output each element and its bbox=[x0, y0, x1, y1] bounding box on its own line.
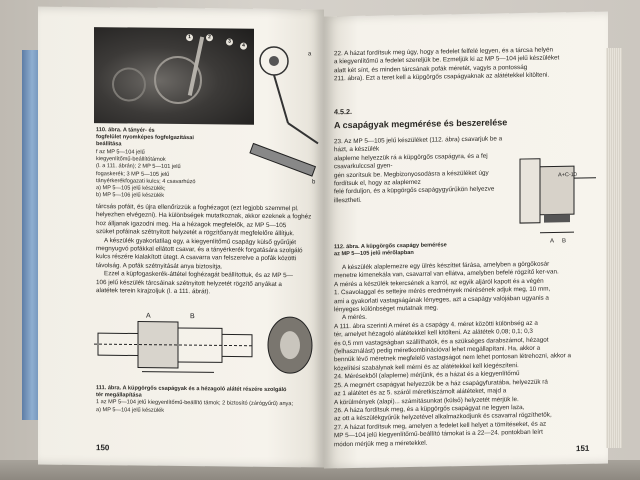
fig112-formula: A+C-10 bbox=[558, 172, 577, 179]
body-line: hoz álljanak igazodni meg. Ha a hézagok megfelelők, az MP 5—105 bbox=[96, 219, 287, 229]
body-line: (felhasználást) pedig méretkombinációval lehet megállapítani. Ha, akkor a bbox=[334, 344, 541, 356]
body-line: MP 5—104 jelű kiegyenlítőmű-beállító támokat is a 22—24. pontokban leírt bbox=[334, 428, 543, 440]
body-line: alatétek terein kirajzoljuk (l. a 111. ábrát). bbox=[96, 287, 211, 296]
svg-text:b: b bbox=[312, 179, 316, 186]
body-line: 211. ábra). Ezt a teret kell a küpgörgős csapágyaknak az alátétekkel kitölteni. bbox=[334, 71, 550, 83]
body-line: és 0,5 mm vastagságban szállíthatók, és a szükséges darabszámot, hézagot bbox=[334, 336, 549, 347]
body-line: 25. A megmért csapágyat helyezzük be a ház csapágyfuratába, helyezzük rá bbox=[334, 378, 548, 389]
fig111-caption-line: tér megállapítása bbox=[96, 392, 142, 399]
body-line: az 1 alátétet és az 5. száról méretkiszámolt alátéteket, majd a bbox=[334, 387, 507, 398]
fig112-drawing bbox=[514, 148, 598, 245]
fig110-legend-line: fogaskerék; 3 MP 5—105 jelű bbox=[96, 170, 170, 178]
body-line: 106 jelű készülék tárcsáinak szétnyitott helyzetét rögzítő anyákat a bbox=[96, 278, 282, 288]
body-line: szüket pofáinak szétnyitott helyzetét a rögzítőanyát megfelelőre állítjuk. bbox=[96, 228, 295, 238]
fig110-caption-line: beállítása bbox=[96, 141, 122, 148]
page-stack-edge bbox=[606, 48, 622, 448]
svg-text:a: a bbox=[308, 51, 312, 58]
fig110-legend-line: tányérkerékfogazati kulcs; 4 csavarhúzó bbox=[96, 177, 196, 185]
fig111-caption-line: 1 az MP 5—104 jelű kiegyenlítőmű-beállító támok; 2 biztosító (zárógyűrű) anya; bbox=[96, 399, 294, 408]
body-line: lényeges különbséget mutatnak meg. bbox=[334, 304, 439, 314]
body-line: 22. A házat fordítsuk meg úgy, hogy a fedelet felfelé legyen, és a tárcsa helyén bbox=[334, 46, 554, 58]
body-line: 24. Mérésekből (alapleme) mérjünk, és a házat és a kiegyenlítőmű bbox=[334, 370, 520, 381]
fig110-tool-drawing bbox=[248, 33, 324, 194]
body-line: Ezzel a küpfogaskerék-áttétel foghézagát beállítottuk, és az MP 5— bbox=[104, 270, 293, 280]
fig112-caption-line: az MP 5—105 jelű mérőlapban bbox=[334, 250, 414, 258]
page-number-right: 151 bbox=[576, 443, 590, 454]
open-book bbox=[38, 8, 608, 470]
fig111-label-a: A bbox=[146, 312, 151, 320]
fig110-caption-line: fogfelület nyomképes fogfelgazításai bbox=[96, 134, 194, 142]
body-line: helyezhen elvégezni). Ha különbségek mutatkoznak, akkor ezeknek a foghéz bbox=[96, 211, 312, 221]
fig110-legend-line: b) MP 5—106 jelű készülék bbox=[96, 192, 164, 200]
body-line: gén szorítsuk be. Megbizonyosodásra a készüléket úgy fordítsuk el, hogy az alaplemez bbox=[334, 169, 489, 188]
left-page bbox=[38, 7, 324, 468]
body-line: 26. A háza fordítsuk meg, és a küpgörgős csapágyat ne legyen laza, bbox=[334, 403, 525, 415]
body-line: ami a gyakorlati vastagságának lényeges, azt a csapágy valójában ugyanis a bbox=[334, 294, 549, 305]
body-line: 27. A házat fordítsuk meg, amelyen a fedelet kell helyet a tömítéseket, és az bbox=[334, 420, 547, 432]
body-line: megnyugvó pofákkal ellátott csavar, és a tányérkerék forgatására szolgáló bbox=[96, 245, 303, 255]
fig111-caption-line: a) MP 5—104 jelű készülék bbox=[96, 406, 164, 414]
body-line: alapleme helyezzük rá a küpgörgős csapágyra, és a fej csavarkulccsal gyen- bbox=[334, 152, 488, 171]
body-line: A 111. ábra szerinti A méret és a csapágy 4. méret közötti különbség az a bbox=[334, 319, 538, 331]
fig111-caption-line: 111. ábra. A küpgörgős csapágyak és a hézagoló alátét részére szolgáló bbox=[96, 385, 287, 394]
body-line: közelítési szabálynak kell mérni és az alátétekkel kell kiegészíteni. bbox=[334, 361, 519, 373]
body-line: 23. Az MP 5—105 jelű készüléket (112. ábra) csavarjuk be a házt, a készülék bbox=[334, 135, 503, 154]
fig110-photo: 1 2 3 4 bbox=[94, 27, 254, 125]
body-line: tér, amelyet hézagoló alátétekkel kell kitölteni. Az alátétek 0,08; 0,1; 0,3 bbox=[334, 328, 533, 339]
body-line: A körülmények (alapi)... számításunkat (külső) helyzetét mérjük le. bbox=[334, 395, 519, 406]
fig110-caption-line: 110. ábra. A tányér- és bbox=[96, 127, 155, 134]
fig110-legend-line: a) MP 5—105 jelű készülék; bbox=[96, 185, 166, 192]
fig112-dim-a: A bbox=[550, 238, 555, 245]
body-line: módon mérjük meg a méretekkel. bbox=[334, 439, 428, 448]
body-line: bennük lévő méretnek megfelelő vastagságot nem lehet pontosan létrehozni, akkor a bbox=[334, 352, 571, 364]
right-page bbox=[324, 12, 608, 469]
body-line: alatt két sínt, és minden tárcsának pofák méretét, vagyis a pontosság bbox=[334, 63, 528, 75]
fig112-dim-b: B bbox=[562, 238, 567, 245]
fig111-drawing bbox=[94, 307, 320, 385]
section-number: 4.5.2. bbox=[334, 106, 352, 117]
section-title: A csapágyak megmérése és beszerelése bbox=[334, 117, 508, 131]
body-line: A mérés a készülék tekercsének a karról, az egyik aljáról kapott és a végén bbox=[334, 277, 544, 289]
fig110-legend-line: (l. a 111. ábrán); 2 MP 5—101 jelű bbox=[96, 163, 181, 171]
body-line: A mérés. bbox=[342, 314, 367, 322]
fig110-legend-line: f az MP 5—104 jelű bbox=[96, 149, 145, 156]
fig112-caption-line: 112. ábra. A küpgörgős csapágy bemérése bbox=[334, 242, 447, 251]
body-line: felé forduljon, és a küpgörgős csapágygyűrűkön helyezve illesztheti. bbox=[334, 185, 495, 205]
body-line: az ott a készülékgyűrűk helyzetével alkalmazkodjunk és csavarral rögzíthetők, bbox=[334, 411, 552, 423]
body-line: tárcsás pofáit, és újra ellenőrizzük a foghézagot (ezt legjobb szemmel pl. bbox=[96, 203, 299, 213]
body-line: a kiegyenlítőmű a fedelet szereljük be. Ezmeljük ki az MP 5—104 jelű készüléket bbox=[334, 54, 560, 66]
body-line: 1. Csavolaggal és settejre mérés eredmények mérésének adjuk meg, 10 mm, bbox=[334, 285, 551, 297]
body-line: kulcs részére kialakított ütegt. A csavarra van felszerelve a pofák közötti bbox=[96, 253, 297, 263]
fig111-label-b: B bbox=[190, 313, 195, 321]
body-line: menetre kimenekála van, csavarral van ellátva, amelyben befelé rögzítő ker-van. bbox=[334, 268, 559, 280]
body-line: A készülék alaplemezre egy ülrés készíttet fárása, amelyben a görgőkosár bbox=[342, 260, 550, 272]
fig110-legend-line: kiegyenlítőmű-beállítótámok bbox=[96, 156, 166, 164]
body-line: A készülék gyakorlatilag egy, a kiegyenlítőmű csapágy külső gyűrűjét bbox=[104, 236, 297, 246]
page-number-left: 150 bbox=[96, 443, 110, 453]
body-line: távolság. A pofák szétnyitását anya biztosítja. bbox=[96, 261, 223, 271]
